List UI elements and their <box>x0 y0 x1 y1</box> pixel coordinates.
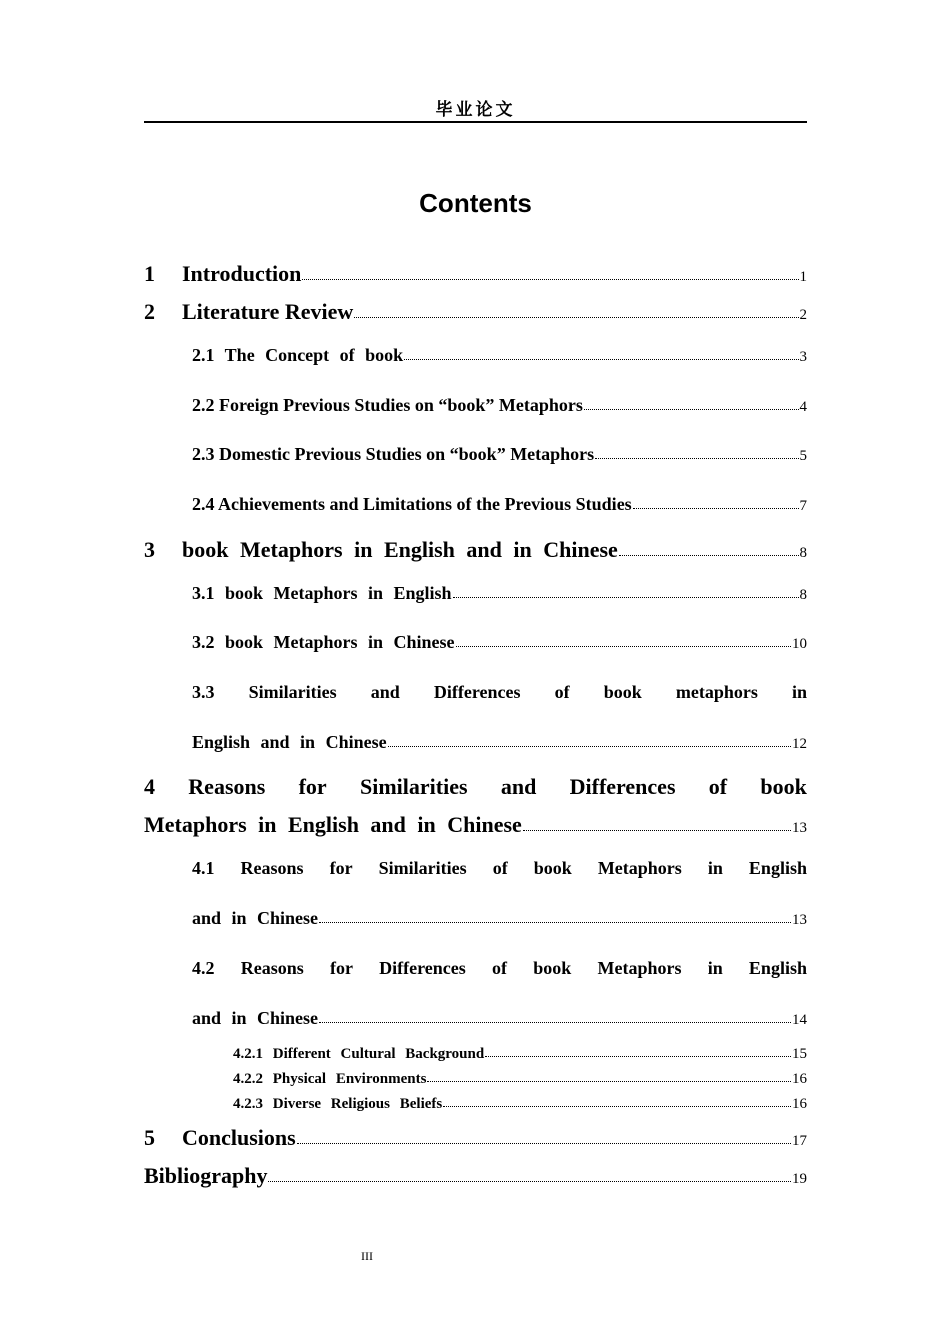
page-number-footer: III <box>361 1249 373 1263</box>
toc-word: of <box>492 858 508 878</box>
toc-word: for <box>329 958 353 978</box>
toc-page-number: 3 <box>799 349 807 365</box>
toc-entry-4-line1[interactable] <box>144 774 807 800</box>
toc-entry-3-1[interactable] <box>192 583 807 604</box>
toc-entry-label: 2.2 Foreign Previous Studies on “book” Metaphors <box>192 395 583 415</box>
toc-entry-label: 4.2.1 Different Cultural Background <box>233 1046 485 1062</box>
dot-leader <box>268 1181 791 1182</box>
toc-entry-3-2[interactable] <box>192 632 807 653</box>
dot-leader <box>388 746 791 747</box>
dot-leader <box>443 1106 791 1107</box>
toc-word: Reasons <box>188 774 266 799</box>
dot-leader <box>619 555 799 556</box>
toc-page-number: 13 <box>792 912 807 928</box>
dot-leader <box>584 409 799 410</box>
toc-entry-label: 4.2.3 Diverse Religious Beliefs <box>233 1096 443 1112</box>
toc-entry-2-4[interactable] <box>192 494 807 515</box>
toc-word: for <box>329 858 353 878</box>
toc-page-number: 16 <box>792 1071 807 1087</box>
toc-word: Differences <box>569 774 676 799</box>
toc-entry-label: Introduction <box>182 261 302 286</box>
toc-page-number: 4 <box>799 399 807 415</box>
toc-page-number: 17 <box>792 1133 807 1149</box>
dot-leader <box>319 1022 791 1023</box>
toc-word: Metaphors <box>597 958 682 978</box>
toc-entry-4-1-line2[interactable] <box>192 908 807 929</box>
toc-word: of <box>708 774 728 799</box>
dot-leader <box>297 1143 791 1144</box>
toc-word: of <box>554 682 570 702</box>
toc-word: Differences <box>433 682 521 702</box>
toc-entry-3-3-line1[interactable] <box>192 682 807 703</box>
header-rule <box>144 121 807 123</box>
dot-leader <box>453 597 799 598</box>
toc-page-number: 7 <box>799 498 807 514</box>
toc-page-number: 10 <box>792 636 807 652</box>
toc-entry-4-2-3[interactable] <box>233 1096 807 1113</box>
toc-entry-2-2[interactable] <box>192 395 807 416</box>
toc-entry-5[interactable] <box>144 1125 807 1151</box>
toc-entry-label: Literature Review <box>182 299 354 324</box>
toc-word: for <box>298 774 327 799</box>
toc-word: metaphors <box>675 682 758 702</box>
toc-page-number: 13 <box>792 820 807 836</box>
toc-word: of <box>492 958 507 978</box>
toc-entry-number: 3 <box>144 537 155 562</box>
toc-word: book <box>533 858 572 878</box>
dot-leader <box>456 646 791 647</box>
toc-entry-2-1[interactable] <box>192 345 807 366</box>
toc-word: English <box>748 858 807 878</box>
toc-word: 3.3 <box>192 682 215 702</box>
toc-entry-label: and in Chinese <box>192 908 319 928</box>
dot-leader <box>595 458 798 459</box>
toc-entry-4-2-2[interactable] <box>233 1071 807 1088</box>
toc-entry-bibliography[interactable] <box>144 1163 807 1189</box>
toc-entry-4-2-1[interactable] <box>233 1046 807 1063</box>
toc-entry-number: 2 <box>144 299 155 324</box>
toc-entry-3[interactable] <box>144 537 807 563</box>
toc-entry-label: 3.2 book Metaphors in Chinese <box>192 632 455 652</box>
toc-word: and <box>370 682 400 702</box>
toc-word: in <box>791 682 807 702</box>
toc-entry-label: Metaphors in English and in Chinese <box>144 812 522 837</box>
toc-word: 4.2 <box>192 958 215 978</box>
toc-entry-2-3[interactable] <box>192 444 807 465</box>
dot-leader <box>523 830 791 831</box>
toc-entry-4-1-line1[interactable] <box>192 858 807 879</box>
toc-word: Metaphors <box>597 858 682 878</box>
toc-word: Similarities <box>378 858 467 878</box>
toc-entry-number: 1 <box>144 261 155 286</box>
toc-entry-number: 5 <box>144 1125 155 1150</box>
toc-word: Reasons <box>240 858 304 878</box>
dot-leader <box>319 922 791 923</box>
toc-page-number: 8 <box>799 587 807 603</box>
toc-entry-label: 2.4 Achievements and Limitations of the Previous Studies <box>192 494 632 514</box>
toc-entry-4-line2[interactable] <box>144 812 807 838</box>
toc-page-number: 2 <box>799 307 807 323</box>
toc-word: book <box>533 958 572 978</box>
toc-entry-4-2-line2[interactable] <box>192 1008 807 1029</box>
toc-word: Similarities <box>360 774 468 799</box>
toc-page-number: 5 <box>799 448 807 464</box>
toc-page-number: 14 <box>792 1012 807 1028</box>
toc-word: Similarities <box>248 682 337 702</box>
toc-entry-label: 2.3 Domestic Previous Studies on “book” Metaphors <box>192 444 595 464</box>
running-header: 毕业论文 <box>435 100 516 120</box>
toc-entry-label: Bibliography <box>144 1163 268 1188</box>
toc-page-number: 15 <box>792 1046 807 1062</box>
toc-word: in <box>707 958 723 978</box>
toc-entry-label: and in Chinese <box>192 1008 319 1028</box>
toc-word: and <box>500 774 537 799</box>
dot-leader <box>302 279 798 280</box>
toc-word: Differences <box>379 958 466 978</box>
toc-word: English <box>748 958 807 978</box>
toc-entry-1[interactable] <box>144 261 807 287</box>
toc-entry-3-3-line2[interactable] <box>192 732 807 753</box>
toc-entry-label: English and in Chinese <box>192 732 387 752</box>
toc-entry-number: 4 <box>144 774 155 799</box>
dot-leader <box>404 359 798 360</box>
toc-entry-label: Conclusions <box>182 1125 296 1150</box>
toc-entry-label: 2.1 The Concept of book <box>192 345 404 365</box>
toc-title: Contents <box>419 188 532 218</box>
dot-leader <box>485 1056 791 1057</box>
dot-leader <box>633 508 799 509</box>
toc-word: Reasons <box>240 958 304 978</box>
toc-word: in <box>707 858 723 878</box>
toc-entry-label: 3.1 book Metaphors in English <box>192 583 452 603</box>
toc-entry-label: book Metaphors in English and in Chinese <box>182 537 618 562</box>
toc-word: book <box>760 774 807 799</box>
toc-entry-4-2-line1[interactable] <box>192 958 807 979</box>
dot-leader <box>427 1081 791 1082</box>
toc-page-number: 19 <box>792 1171 807 1187</box>
toc-page-number: 12 <box>792 736 807 752</box>
toc-word: book <box>603 682 642 702</box>
toc-entry-label: 4.2.2 Physical Environments <box>233 1071 427 1087</box>
toc-entry-2[interactable] <box>144 299 807 325</box>
toc-page-number: 1 <box>799 269 807 285</box>
dot-leader <box>354 317 798 318</box>
toc-page-number: 8 <box>799 545 807 561</box>
toc-word: 4.1 <box>192 858 215 878</box>
toc-page-number: 16 <box>792 1096 807 1112</box>
